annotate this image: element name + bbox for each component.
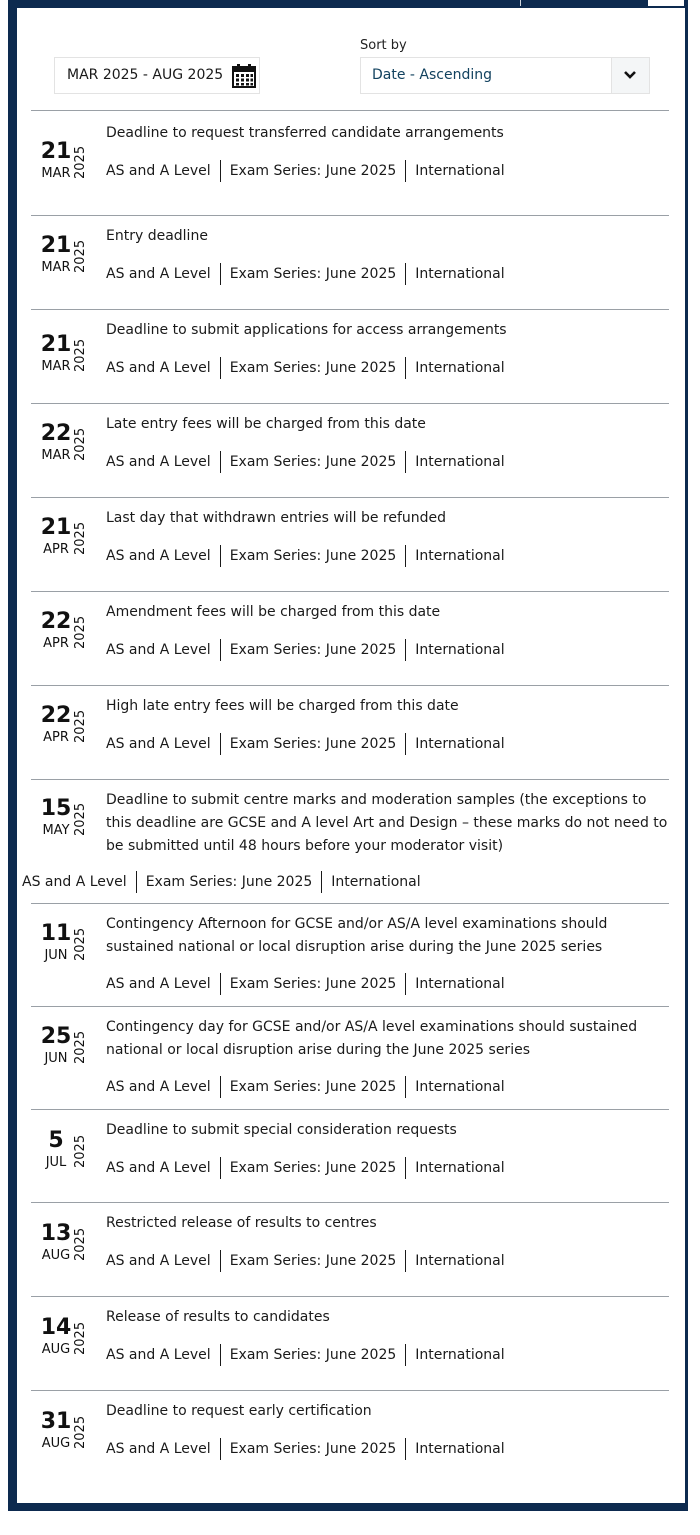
series-tag: Exam Series: June 2025 [229,642,397,658]
event-day: 22 [40,421,72,446]
event-tags [106,1438,505,1460]
event-day: 21 [40,139,72,164]
event-tags [106,639,505,661]
event-item[interactable] [31,591,669,685]
series-tag: Exam Series: June 2025 [229,163,397,179]
tag-separator [220,1250,221,1272]
event-month: APR [43,730,69,745]
event-year: 2025 [73,615,88,649]
event-tags [106,263,505,285]
event-tags [106,1344,505,1366]
event-title: High late entry fees will be charged from this date [106,698,459,714]
region-tag: International [415,360,505,376]
tag-separator [220,451,221,473]
event-day: 22 [40,703,72,728]
event-tags [106,451,505,473]
event-item[interactable] [22,779,669,903]
tag-separator [220,1438,221,1460]
event-item[interactable] [31,903,669,1006]
top-tab-gap [648,0,684,6]
event-month: JUN [44,948,68,963]
qualification-tag: AS and A Level [106,1347,211,1363]
event-item[interactable] [31,403,669,497]
event-item[interactable] [31,309,669,403]
event-day: 21 [40,332,72,357]
region-tag: International [415,976,505,992]
event-title: Deadline to submit special consideration requests [106,1122,457,1138]
series-tag: Exam Series: June 2025 [229,1079,397,1095]
event-item[interactable] [31,215,669,309]
event-day: 31 [40,1409,72,1434]
event-tags [106,357,505,379]
event-day: 5 [48,1128,64,1153]
tag-separator [405,733,406,755]
region-tag: International [415,1347,505,1363]
tag-separator [405,263,406,285]
qualification-tag: AS and A Level [106,360,211,376]
series-tag: Exam Series: June 2025 [229,1347,397,1363]
qualification-tag: AS and A Level [106,1441,211,1457]
event-tags [106,973,505,995]
tag-separator [405,639,406,661]
event-day: 21 [40,233,72,258]
event-title: Deadline to request transferred candidate arrangements [106,125,504,141]
event-item[interactable] [31,1202,669,1296]
tag-separator [220,1076,221,1098]
event-title: Release of results to candidates [106,1309,330,1325]
event-tags [22,871,421,893]
event-day: 25 [40,1024,72,1049]
event-month: MAR [41,359,71,374]
region-tag: International [415,1441,505,1457]
tag-separator [405,1344,406,1366]
event-month: JUL [45,1155,67,1170]
event-month: MAR [41,448,71,463]
series-tag: Exam Series: June 2025 [229,454,397,470]
tag-separator [220,160,221,182]
series-tag: Exam Series: June 2025 [145,874,313,890]
event-year: 2025 [73,709,88,743]
event-year: 2025 [73,1227,88,1261]
event-title: Deadline to submit applications for access arrangements [106,322,507,338]
region-tag: International [415,642,505,658]
tag-separator [220,733,221,755]
tag-separator [405,973,406,995]
series-tag: Exam Series: June 2025 [229,976,397,992]
qualification-tag: AS and A Level [106,976,211,992]
tag-separator [405,1157,406,1179]
event-item[interactable] [31,685,669,779]
event-item[interactable] [31,1296,669,1390]
tag-separator [220,357,221,379]
region-tag: International [415,163,505,179]
event-month: JUN [44,1051,68,1066]
event-title: Contingency day for GCSE and/or AS/A level examinations should sustained national or local disruption arise during the June 2025 series [106,1019,638,1058]
event-year: 2025 [73,1321,88,1355]
event-item[interactable] [31,497,669,591]
date-range-picker[interactable] [54,57,260,94]
region-tag: International [415,548,505,564]
event-month: AUG [41,1248,71,1263]
qualification-tag: AS and A Level [106,642,211,658]
series-tag: Exam Series: June 2025 [229,736,397,752]
region-tag: International [415,1079,505,1095]
tag-separator [220,973,221,995]
event-month: MAY [42,823,70,838]
region-tag: International [331,874,421,890]
event-tags [106,545,505,567]
event-day: 22 [40,609,72,634]
chevron-down-icon [623,69,637,81]
tag-separator [405,451,406,473]
qualification-tag: AS and A Level [106,548,211,564]
event-month: MAR [41,166,71,181]
qualification-tag: AS and A Level [106,1160,211,1176]
tag-separator [405,357,406,379]
event-day: 15 [40,796,72,821]
event-year: 2025 [73,145,88,179]
sort-label: Sort by [360,38,407,53]
series-tag: Exam Series: June 2025 [229,548,397,564]
series-tag: Exam Series: June 2025 [229,266,397,282]
tag-separator [220,1344,221,1366]
series-tag: Exam Series: June 2025 [229,1160,397,1176]
tag-separator [405,1250,406,1272]
tag-separator [220,263,221,285]
event-year: 2025 [73,802,88,836]
event-day: 13 [40,1221,72,1246]
event-year: 2025 [73,927,88,961]
series-tag: Exam Series: June 2025 [229,1253,397,1269]
qualification-tag: AS and A Level [106,1079,211,1095]
event-item[interactable] [31,1390,669,1480]
event-year: 2025 [73,427,88,461]
event-tags [106,1076,505,1098]
tag-separator [405,1076,406,1098]
event-day: 11 [40,921,72,946]
qualification-tag: AS and A Level [106,163,211,179]
tag-separator [220,545,221,567]
region-tag: International [415,736,505,752]
event-title: Restricted release of results to centres [106,1215,377,1231]
event-month: MAR [41,260,71,275]
tag-separator [405,545,406,567]
region-tag: International [415,1253,505,1269]
region-tag: International [415,454,505,470]
event-item[interactable] [31,1006,669,1109]
date-range-value: MAR 2025 - AUG 2025 [67,67,224,83]
qualification-tag: AS and A Level [106,454,211,470]
tag-separator [321,871,322,893]
sort-value: Date - Ascending [372,67,493,83]
series-tag: Exam Series: June 2025 [229,1441,397,1457]
event-day: 14 [40,1315,72,1340]
event-title: Late entry fees will be charged from this date [106,416,426,432]
event-year: 2025 [73,338,88,372]
event-title: Entry deadline [106,228,208,244]
event-year: 2025 [73,521,88,555]
tag-separator [405,160,406,182]
tag-separator [136,871,137,893]
row-divider [31,1390,669,1391]
calendar-icon[interactable] [231,63,257,89]
tag-separator [405,1438,406,1460]
region-tag: International [415,1160,505,1176]
event-year: 2025 [73,1415,88,1449]
event-title: Contingency Afternoon for GCSE and/or AS/A level examinations should sustained national or local disruption arise during the June 2025 series [106,916,608,955]
qualification-tag: AS and A Level [106,1253,211,1269]
event-tags [106,160,505,182]
event-tags [106,733,505,755]
event-month: APR [43,636,69,651]
sort-select[interactable] [360,57,650,94]
event-tags [106,1250,505,1272]
tag-separator [220,1157,221,1179]
event-year: 2025 [73,239,88,273]
tag-separator [220,639,221,661]
event-item[interactable] [31,1109,669,1202]
event-tags [106,1157,505,1179]
event-month: AUG [41,1342,71,1357]
region-tag: International [415,266,505,282]
event-title: Last day that withdrawn entries will be refunded [106,510,447,526]
event-year: 2025 [73,1134,88,1168]
event-month: AUG [41,1436,71,1451]
qualification-tag: AS and A Level [106,266,211,282]
sort-dropdown-button[interactable] [611,58,649,93]
event-title: Deadline to request early certification [106,1403,372,1419]
event-month: APR [43,542,69,557]
event-title: Deadline to submit centre marks and moderation samples (the exceptions to this deadline are GCSE and A level Art and Design – these marks do not need to be submitted until 48 hours before your moderator visit) [106,792,668,854]
qualification-tag: AS and A Level [106,736,211,752]
event-day: 21 [40,515,72,540]
qualification-tag: AS and A Level [22,874,127,890]
event-title: Amendment fees will be charged from this date [106,604,441,620]
series-tag: Exam Series: June 2025 [229,360,397,376]
top-tab[interactable] [520,0,649,6]
event-item[interactable] [31,110,669,215]
event-year: 2025 [73,1030,88,1064]
